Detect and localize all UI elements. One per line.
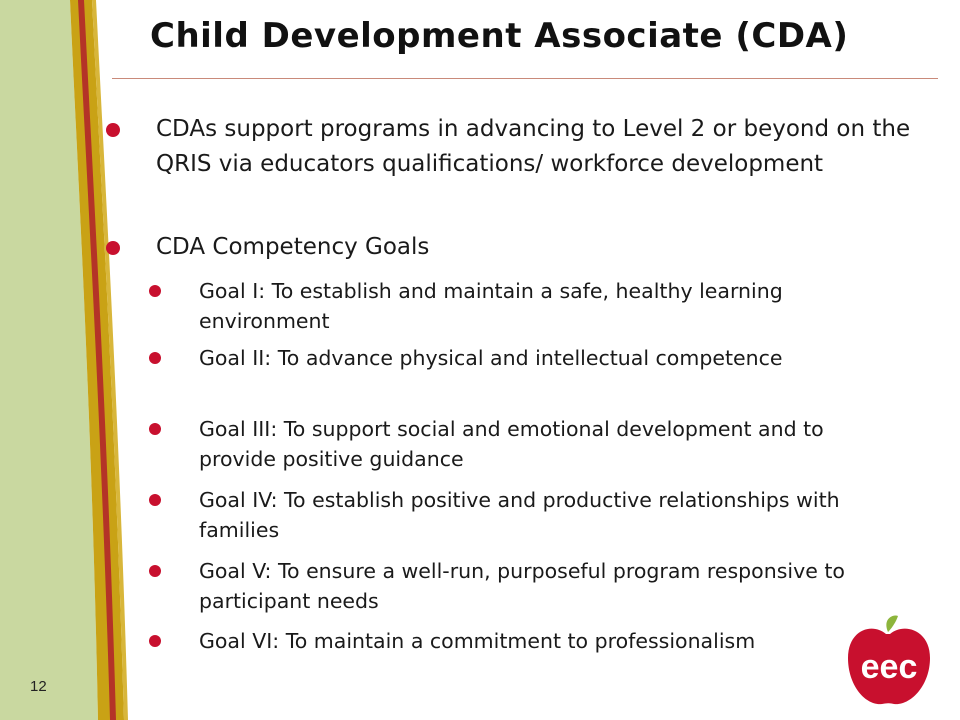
sub-bullet-item	[199, 276, 879, 336]
sub-bullet-item	[199, 626, 879, 656]
side-decoration	[0, 0, 140, 720]
logo-text: eec	[860, 648, 918, 686]
sub-bullet-item	[199, 556, 879, 616]
sub-bullet-text: Goal V: To ensure a well-run, purposeful program responsive to participant needs	[199, 559, 845, 613]
sub-bullet-item	[199, 343, 879, 373]
bullet-dot-icon	[149, 423, 161, 435]
bullet-item	[156, 230, 916, 265]
sub-bullet-item	[199, 414, 879, 474]
page-number: 12	[30, 678, 47, 695]
title-divider	[112, 78, 938, 79]
bullet-item	[156, 112, 916, 182]
bullet-dot-icon	[149, 635, 161, 647]
sub-bullet-text: Goal II: To advance physical and intellectual competence	[199, 346, 783, 370]
sub-bullet-text: Goal III: To support social and emotional development and to provide positive guidance	[199, 417, 824, 471]
sub-bullet-text: Goal I: To establish and maintain a safe, healthy learning environment	[199, 279, 783, 333]
apple-logo-icon	[842, 612, 934, 708]
bullet-dot-icon	[149, 285, 161, 297]
bullet-dot-icon	[106, 123, 120, 137]
bullet-dot-icon	[149, 565, 161, 577]
bullet-text: CDA Competency Goals	[156, 234, 430, 260]
sub-bullet-text: Goal VI: To maintain a commitment to professionalism	[199, 629, 756, 653]
slide-title: Child Development Associate (CDA)	[150, 16, 849, 56]
sub-bullet-text: Goal IV: To establish positive and productive relationships with families	[199, 488, 840, 542]
bullet-dot-icon	[106, 241, 120, 255]
sub-bullet-item	[199, 485, 879, 545]
bullet-text: CDAs support programs in advancing to Level 2 or beyond on the QRIS via educators qualifications/ workforce development	[156, 116, 911, 177]
bullet-dot-icon	[149, 494, 161, 506]
bullet-dot-icon	[149, 352, 161, 364]
